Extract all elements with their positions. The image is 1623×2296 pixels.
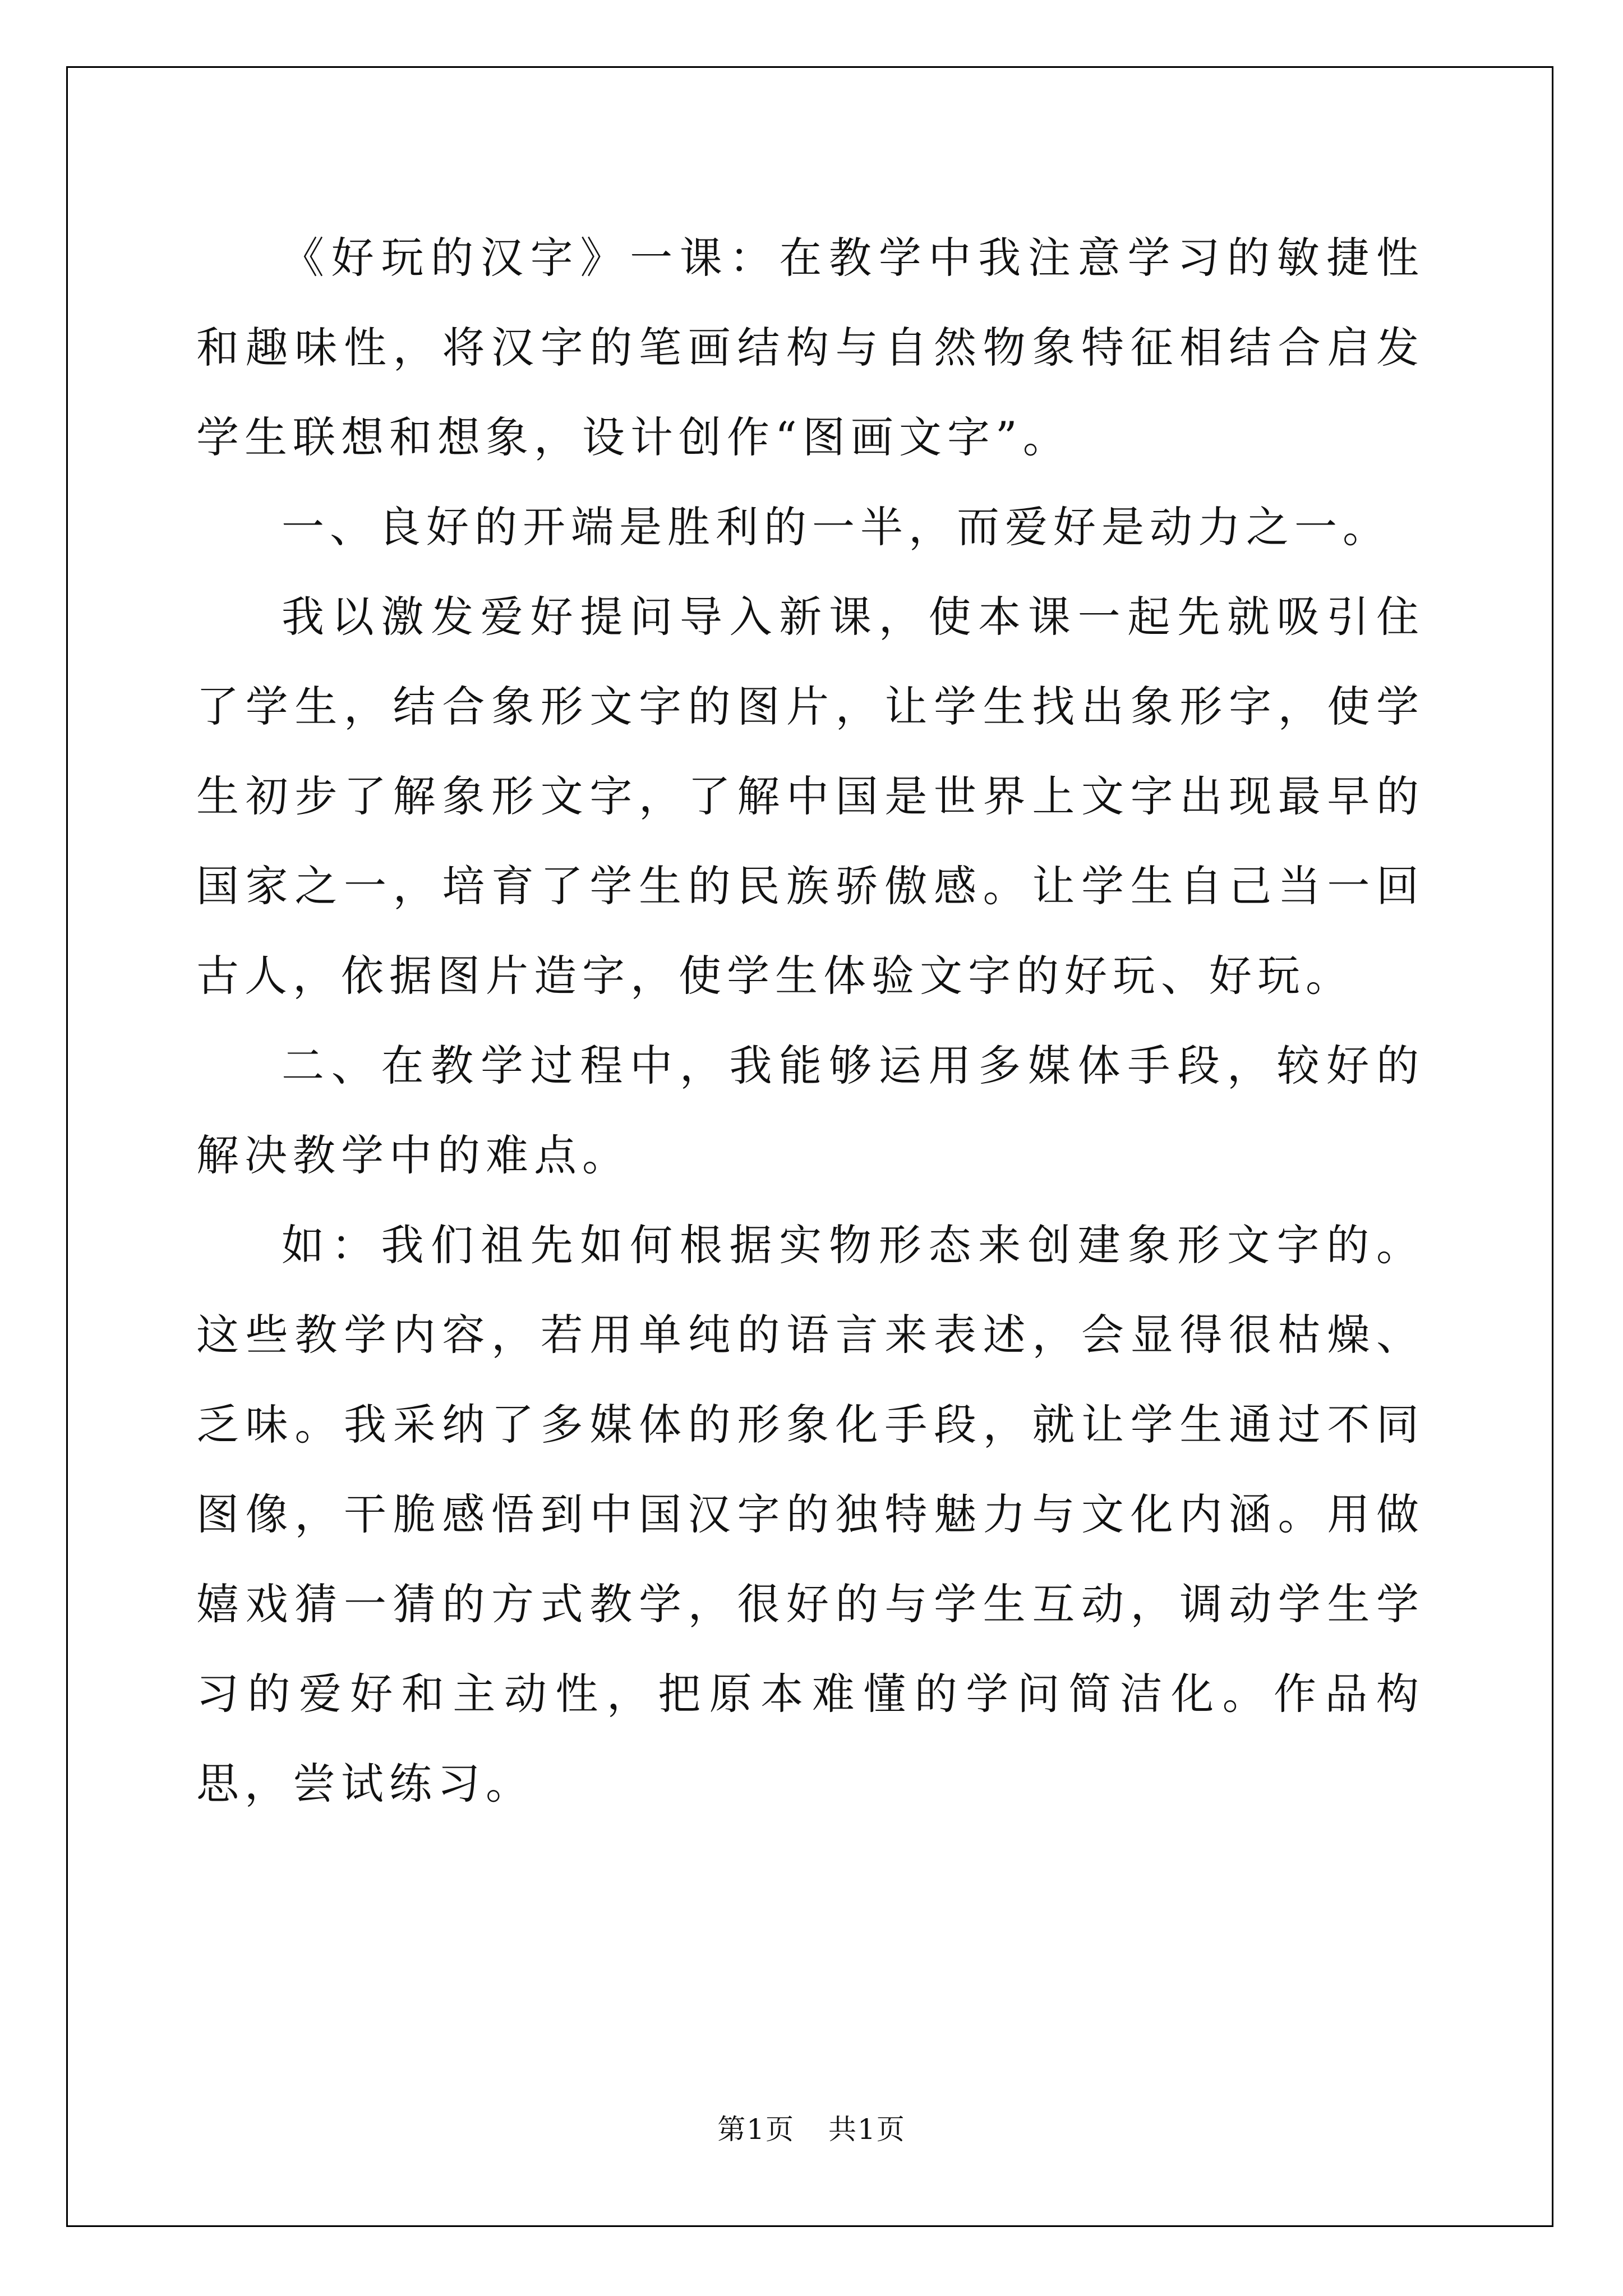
paragraph-section-two-heading: 二、在教学过程中，我能够运用多媒体手段，较好的解决教学中的难点。 [196, 1041, 1424, 1180]
paragraph-section-one-body: 我以激发爱好提问导入新课，使本课一起先就吸引住了学生，结合象形文字的图片，让学生找出象形字，使学生初步了解象形文字，了解中国是世界上文字出现最早的国家之一，培育了学生的民族骄傲感。让学生自己当一回古人，依据图片造字，使学生体验文字的好玩、好玩。 [196, 592, 1424, 1001]
page-footer [0, 2107, 1623, 2147]
page-total: 共1页 [828, 2113, 906, 2146]
page-current: 第1页 [717, 2113, 795, 2146]
paragraph-section-one-heading: 一、良好的开端是胜利的一半，而爱好是动力之一。 [282, 502, 1391, 552]
document-body [196, 213, 1424, 1829]
paragraph-intro: 《好玩的汉字》一课：在教学中我注意学习的敏捷性和趣味性，将汉字的笔画结构与自然物象特征相结合启发学生联想和想象，设计创作“图画文字”。 [196, 233, 1424, 462]
paragraph-section-two-body: 如：我们祖先如何根据实物形态来创建象形文字的。这些教学内容，若用单纯的语言来表述，会显得很枯燥、乏味。我采纳了多媒体的形象化手段，就让学生通过不同图像，干脆感悟到中国汉字的独特魅力与文化内涵。用做嬉戏猜一猜的方式教学，很好的与学生互动，调动学生学习的爱好和主动性，把原本难懂的学问简洁化。作品构思，尝试练习。 [196, 1220, 1424, 1809]
